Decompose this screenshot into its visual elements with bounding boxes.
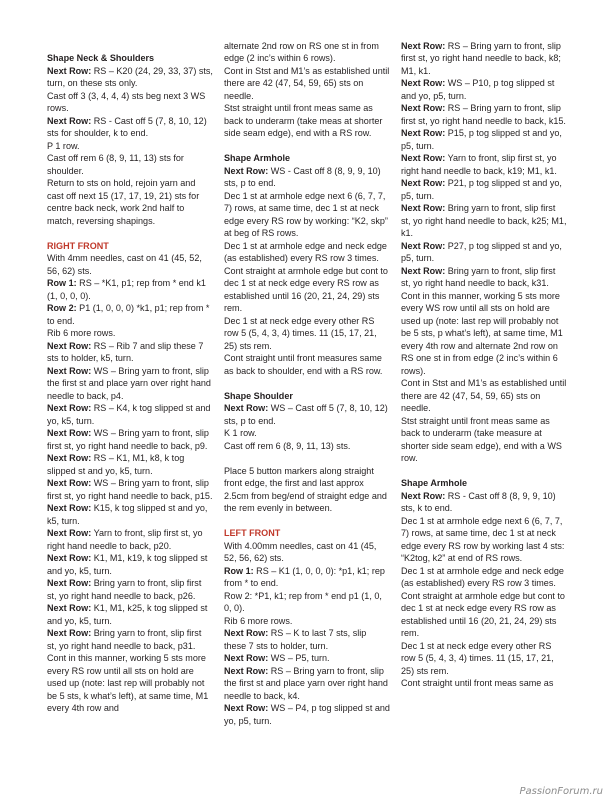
instruction-paragraph bbox=[224, 565, 390, 590]
instruction-text: RS – *K1, p1; rep from * end k1 (1, 0, 0, 0). bbox=[47, 278, 206, 301]
row-label: Next Row: bbox=[224, 665, 269, 676]
instruction-paragraph bbox=[47, 452, 213, 477]
instruction-paragraph bbox=[401, 265, 567, 290]
instruction-text: WS – P5, turn. bbox=[268, 653, 330, 663]
row-label: Next Row: bbox=[47, 65, 92, 76]
instruction-paragraph bbox=[47, 552, 213, 577]
instruction-paragraph bbox=[47, 365, 213, 403]
instruction-text: P 1 row. bbox=[47, 140, 80, 151]
instruction-text: Dec 1 st at neck edge every other RS row 5 (5, 4, 3, 4) times. 11 (15, 17, 21, 25) sts rem. bbox=[401, 640, 554, 676]
subsection-heading: Shape Neck & Shoulders bbox=[47, 53, 155, 63]
instruction-text: RS – K1, M1, k8, k tog slipped st and yo, k5, turn. bbox=[47, 453, 185, 476]
instruction-text: RS - Cast off 8 (8, 9, 9, 10) sts, k to end. bbox=[401, 490, 556, 513]
instruction-text: Bring yarn to front, slip first st, yo right hand needle to back, p26. bbox=[47, 578, 202, 601]
instruction-text: K1, M1, k25, k tog slipped st and yo, k5, turn. bbox=[47, 603, 208, 626]
instruction-text: RS – K to last 7 sts, slip these 7 sts to holder, turn. bbox=[224, 628, 367, 651]
instruction-text: RS – Bring yarn to front, slip the first st and place yarn over right hand needle to back, k4. bbox=[224, 665, 388, 701]
instruction-paragraph bbox=[47, 152, 213, 177]
instruction-text: Cont straight at armhole edge but cont to dec 1 st at neck edge every RS row as established until 16 (20, 21, 24, 29) sts rem. bbox=[401, 590, 565, 638]
text-column-right bbox=[401, 40, 567, 690]
row-label: Next Row: bbox=[47, 553, 92, 563]
instruction-paragraph bbox=[224, 540, 390, 565]
instruction-text: Rib 6 more rows. bbox=[47, 328, 116, 338]
row-label: Next Row: bbox=[47, 503, 92, 513]
instruction-text: P21, p tog slipped st and yo, p5, turn. bbox=[401, 178, 562, 201]
instruction-text: WS – P4, p tog slipped st and yo, p5, turn. bbox=[224, 703, 390, 726]
instruction-paragraph bbox=[224, 627, 390, 652]
row-label: Next Row: bbox=[47, 453, 92, 463]
subsection-heading: Shape Armhole bbox=[401, 478, 468, 488]
instruction-text: With 4.00mm needles, cast on 41 (45, 52, 56, 62) sts. bbox=[224, 540, 377, 563]
instruction-text: Dec 1 st at neck edge every other RS row 5 (5, 4, 3, 4) times. 11 (15, 17, 21, 25) sts rem. bbox=[224, 315, 377, 351]
instruction-paragraph bbox=[47, 277, 213, 302]
instruction-text: P27, p tog slipped st and yo, p5, turn. bbox=[401, 240, 562, 263]
instruction-paragraph bbox=[401, 240, 567, 265]
instruction-paragraph bbox=[47, 627, 213, 652]
instruction-paragraph bbox=[401, 590, 567, 640]
row-label: Next Row: bbox=[224, 628, 269, 638]
instruction-text: Dec 1 st at armhole edge and neck edge (as established) every RS row 3 times. bbox=[224, 240, 387, 263]
instruction-paragraph bbox=[47, 427, 213, 452]
section-heading: RIGHT FRONT bbox=[47, 240, 109, 251]
instruction-paragraph bbox=[224, 102, 390, 140]
instruction-text: Cont straight at armhole edge but cont to dec 1 st at neck edge every RS row as established until 16 (20, 21, 24, 29) sts rem. bbox=[224, 265, 388, 313]
instruction-paragraph bbox=[401, 152, 567, 177]
instruction-paragraph bbox=[224, 402, 390, 427]
instruction-text: Place 5 button markers along straight front edge, the first and last approx 2.5cm from beg/end of straight edge and the rem evenly in between. bbox=[224, 465, 387, 513]
row-label: Next Row: bbox=[224, 403, 269, 413]
instruction-text: RS – Rib 7 and slip these 7 sts to holder, k5, turn. bbox=[47, 340, 204, 363]
row-label: Next Row: bbox=[401, 103, 446, 113]
row-label: Next Row: bbox=[47, 365, 92, 376]
instruction-paragraph bbox=[47, 502, 213, 527]
instruction-paragraph bbox=[224, 427, 390, 440]
row-label: Row 1: bbox=[224, 565, 254, 576]
instruction-text: Yarn to front, slip first st, yo right hand needle to back, k19; M1, k1. bbox=[401, 153, 557, 176]
row-label: Next Row: bbox=[224, 703, 269, 713]
row-label: Row 2: bbox=[47, 303, 77, 313]
instruction-text: Yarn to front, slip first st, yo right hand needle to back, p20. bbox=[47, 528, 203, 551]
instruction-text: Bring yarn to front, slip first st, yo right hand needle to back, k31. bbox=[401, 265, 556, 288]
instruction-text: P1 (1, 0, 0, 0) *k1, p1; rep from * to end. bbox=[47, 303, 210, 326]
instruction-paragraph bbox=[224, 440, 390, 453]
instruction-paragraph bbox=[401, 377, 567, 415]
watermark-footer: PassionForum.ru bbox=[519, 786, 603, 797]
instruction-text: WS – Cast off 5 (7, 8, 10, 12) sts, p to end. bbox=[224, 403, 388, 426]
instruction-paragraph bbox=[224, 65, 390, 103]
instruction-paragraph bbox=[47, 140, 213, 153]
instruction-paragraph bbox=[47, 90, 213, 115]
instruction-text: RS - Cast off 5 (7, 8, 10, 12) sts for shoulder, k to end. bbox=[47, 115, 207, 138]
instruction-paragraph bbox=[47, 115, 213, 140]
instruction-paragraph bbox=[47, 477, 213, 502]
row-label: Next Row: bbox=[47, 478, 92, 488]
instruction-text: Cont in Stst and M1’s as established until there are 42 (47, 54, 59, 65) sts on needle. bbox=[401, 378, 567, 413]
row-label: Next Row: bbox=[47, 578, 92, 588]
instruction-paragraph bbox=[224, 352, 390, 377]
instruction-paragraph bbox=[224, 702, 390, 727]
row-label: Next Row: bbox=[47, 603, 92, 613]
instruction-paragraph bbox=[401, 677, 567, 690]
instruction-text: RS – K4, k tog slipped st and yo, k5, turn. bbox=[47, 403, 211, 426]
instruction-paragraph bbox=[224, 165, 390, 190]
instruction-text: Row 2: *P1, k1; rep from * end p1 (1, 0, 0, 0). bbox=[224, 590, 382, 613]
instruction-paragraph bbox=[47, 302, 213, 327]
row-label: Row 1: bbox=[47, 278, 77, 288]
instruction-text: K15, k tog slipped st and yo, k5, turn. bbox=[47, 503, 208, 526]
instruction-text: RS – K20 (24, 29, 33, 37) sts, turn, on these sts only. bbox=[47, 65, 213, 88]
instruction-paragraph bbox=[224, 615, 390, 628]
instruction-paragraph bbox=[224, 590, 390, 615]
row-label: Next Row: bbox=[224, 165, 269, 176]
instruction-text: K1, M1, k19, k tog slipped st and yo, k5, turn. bbox=[47, 553, 208, 576]
instruction-paragraph bbox=[401, 127, 567, 152]
instruction-text: WS – Bring yarn to front, slip the first st and place yarn over right hand needle to back, p4. bbox=[47, 365, 211, 401]
instruction-text: RS – Bring yarn to front, slip first st, yo right hand needle to back, k8; M1, k1. bbox=[401, 40, 561, 76]
instruction-paragraph bbox=[224, 665, 390, 703]
row-label: Next Row: bbox=[224, 653, 269, 663]
instruction-text: Cont in this manner, working 5 sts more every RS row until all sts on hold are used up (note: last rep will probably not be 5 sts, k what’s left), at same time, M1 every 4th row and bbox=[47, 653, 209, 713]
instruction-text: Dec 1 st at armhole edge next 6 (6, 7, 7, 7) rows, at same time, dec 1 st at neck edge every RS row by working: “K2, skp” at beg of RS rows. bbox=[224, 190, 388, 238]
instruction-text: WS - Cast off 8 (8, 9, 9, 10) sts, p to end. bbox=[224, 165, 381, 188]
instruction-text: Cont in this manner, working 5 sts more every WS row until all sts on hold are used up (note: last rep will probably not be 5 sts, p what’s left), at same time, M1 every 4th row and alternate 2nd row on RS one st in from edge (2 inc’s within 6 rows). bbox=[401, 290, 563, 376]
instruction-paragraph bbox=[224, 190, 390, 240]
instruction-paragraph bbox=[401, 202, 567, 240]
instruction-paragraph bbox=[224, 465, 390, 515]
text-column-middle bbox=[224, 40, 390, 727]
instruction-text: Cast off 3 (3, 4, 4, 4) sts beg next 3 WS rows. bbox=[47, 90, 206, 113]
row-label: Next Row: bbox=[47, 115, 92, 126]
row-label: Next Row: bbox=[401, 153, 446, 163]
instruction-text: Bring yarn to front, slip first st, yo right hand needle to back, p31. bbox=[47, 628, 202, 651]
instruction-text: Return to sts on hold, rejoin yarn and cast off next 15 (17, 17, 19, 21) sts for centre back neck, work 2nd half to match, reversing shapings. bbox=[47, 178, 200, 226]
instruction-paragraph bbox=[401, 177, 567, 202]
instruction-text: P15, p tog slipped st and yo, p5, turn. bbox=[401, 128, 562, 151]
instruction-paragraph bbox=[401, 490, 567, 515]
subsection-heading: Shape Shoulder bbox=[224, 390, 293, 401]
row-label: Next Row: bbox=[401, 40, 446, 51]
instruction-text: Cast off rem 6 (8, 9, 11, 13) sts. bbox=[224, 440, 351, 451]
row-label: Next Row: bbox=[401, 78, 446, 88]
instruction-text: Bring yarn to front, slip first st, yo right hand needle to back, k25; M1, k1. bbox=[401, 203, 567, 238]
instruction-paragraph bbox=[401, 515, 567, 565]
instruction-text: WS – P10, p tog slipped st and yo, p5, turn. bbox=[401, 78, 555, 101]
instruction-text: alternate 2nd row on RS one st in from edge (2 inc’s within 6 rows). bbox=[224, 40, 379, 63]
row-label: Next Row: bbox=[47, 428, 92, 438]
instruction-text: With 4mm needles, cast on 41 (45, 52, 56, 62) sts. bbox=[47, 253, 202, 276]
instruction-paragraph bbox=[401, 102, 567, 127]
instruction-text: RS – K1 (1, 0, 0, 0): *p1, k1; rep from * to end. bbox=[224, 565, 385, 588]
instruction-text: Rib 6 more rows. bbox=[224, 615, 293, 626]
row-label: Next Row: bbox=[47, 628, 92, 638]
instruction-text: Cast off rem 6 (8, 9, 11, 13) sts for shoulder. bbox=[47, 153, 184, 176]
instruction-paragraph bbox=[47, 577, 213, 602]
instruction-text: Cont in Stst and M1’s as established until there are 42 (47, 54, 59, 65) sts on needle. bbox=[224, 65, 390, 101]
row-label: Next Row: bbox=[401, 240, 446, 251]
text-column-left bbox=[47, 52, 213, 715]
instruction-text: WS – Bring yarn to front, slip first st, yo right hand needle to back, p15. bbox=[47, 478, 213, 501]
instruction-paragraph bbox=[47, 340, 213, 365]
instruction-paragraph bbox=[47, 602, 213, 627]
row-label: Next Row: bbox=[47, 340, 92, 351]
instruction-text: Dec 1 st at armhole edge and neck edge (as established) every RS row 3 times. bbox=[401, 565, 564, 588]
row-label: Next Row: bbox=[47, 528, 92, 538]
subsection-heading: Shape Armhole bbox=[224, 153, 291, 163]
instruction-paragraph bbox=[401, 565, 567, 590]
instruction-paragraph bbox=[401, 77, 567, 102]
instruction-text: K 1 row. bbox=[224, 428, 257, 438]
instruction-paragraph bbox=[224, 240, 390, 265]
instruction-paragraph bbox=[401, 40, 567, 78]
instruction-paragraph bbox=[401, 290, 567, 378]
instruction-paragraph bbox=[224, 652, 390, 665]
instruction-paragraph bbox=[47, 527, 213, 552]
instruction-paragraph bbox=[401, 415, 567, 465]
instruction-text: WS – Bring yarn to front, slip first st, yo right hand needle to back, p9. bbox=[47, 428, 209, 451]
instruction-paragraph bbox=[224, 40, 390, 65]
instruction-paragraph bbox=[224, 315, 390, 353]
instruction-text: RS – Bring yarn to front, slip first st, yo right hand needle to back, k15. bbox=[401, 103, 566, 126]
instruction-text: Dec 1 st at armhole edge next 6 (6, 7, 7, 7) rows, at same time, dec 1 st at neck edge every RS row by working last 4 sts: “K2tog, k2” at end of RS rows. bbox=[401, 515, 565, 563]
instruction-paragraph bbox=[224, 265, 390, 315]
instruction-text: Cont straight until front meas same as bbox=[401, 678, 554, 688]
instruction-paragraph bbox=[401, 640, 567, 678]
section-heading: LEFT FRONT bbox=[224, 528, 281, 538]
instruction-text: Stst straight until front meas same as back to underarm (take measure at shorter side seam edge), end with a WS row. bbox=[401, 415, 562, 463]
instruction-paragraph bbox=[47, 252, 213, 277]
row-label: Next Row: bbox=[401, 265, 446, 276]
row-label: Next Row: bbox=[401, 178, 446, 188]
instruction-text: Cont straight until front measures same as back to shoulder, end with a RS row. bbox=[224, 353, 383, 376]
instruction-paragraph bbox=[47, 652, 213, 715]
instruction-text: Stst straight until front meas same as back to underarm (take meas at shorter side seam edge), end with a RS row. bbox=[224, 103, 383, 138]
instruction-paragraph bbox=[47, 65, 213, 90]
row-label: Next Row: bbox=[401, 490, 446, 501]
instruction-paragraph bbox=[47, 177, 213, 227]
instruction-paragraph bbox=[47, 327, 213, 340]
row-label: Next Row: bbox=[401, 128, 446, 138]
row-label: Next Row: bbox=[47, 403, 92, 413]
row-label: Next Row: bbox=[401, 203, 446, 213]
instruction-paragraph bbox=[47, 402, 213, 427]
